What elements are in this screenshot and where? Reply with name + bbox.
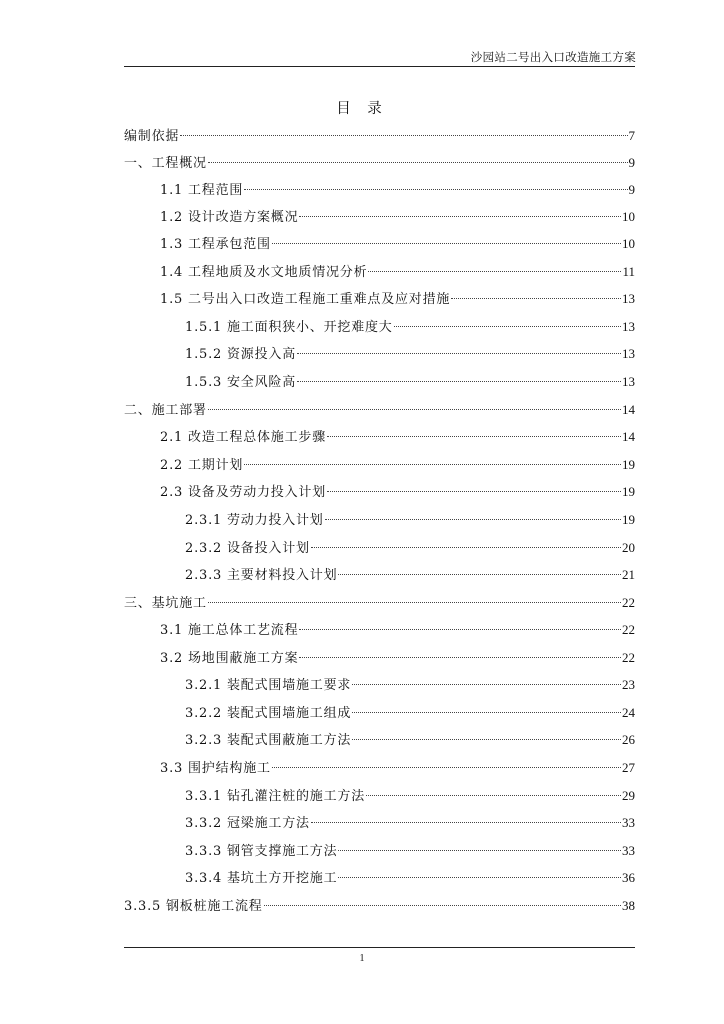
toc-entry[interactable] [160,758,635,778]
toc-entry-label: 1.1 工程范围 [160,183,244,198]
dot-leader [208,602,621,603]
dot-leader [208,162,628,163]
toc-entry-label: 3.3 围护结构施工 [160,761,271,776]
dot-leader [208,409,621,410]
toc-entry[interactable] [124,896,635,916]
toc-entry-page: 26 [622,732,635,747]
dot-leader [327,436,621,437]
footer-rule [124,947,635,948]
toc-entry-page: 19 [622,512,635,527]
toc-entry[interactable] [124,400,635,420]
dot-leader [327,491,621,492]
toc-entry-label: 3.1 施工总体工艺流程 [160,623,299,638]
toc-entry-page: 13 [622,319,635,334]
dot-leader [394,326,621,327]
toc-entry-page: 7 [628,128,635,143]
toc-entry-label: 1.2 设计改造方案概况 [160,210,299,225]
toc-entry-label: 2.3.1 劳动力投入计划 [185,513,324,528]
toc-entry-page: 14 [622,429,635,444]
toc-entry-page: 9 [628,155,635,170]
toc-entry[interactable] [185,868,635,888]
toc-entry-label: 3.3.2 冠梁施工方法 [185,816,310,831]
toc-entry-label: 二、施工部署 [124,403,207,418]
dot-leader [352,684,621,685]
toc-entry[interactable] [160,455,635,475]
toc-entry[interactable] [185,317,635,337]
toc-entry-page: 21 [622,567,635,582]
toc-entry-label: 3.3.5 钢板桩施工流程 [124,899,263,914]
page-number: 1 [359,953,365,964]
toc-entry-label: 2.2 工期计划 [160,458,244,473]
dot-leader [311,822,621,823]
dot-leader [299,657,621,658]
toc-entry-label: 3.2.2 装配式围墙施工组成 [185,706,352,721]
toc-entry-page: 27 [622,760,635,775]
toc-entry-page: 29 [622,788,635,803]
toc-entry[interactable] [160,262,635,282]
toc-entry-page: 14 [622,402,635,417]
toc-entry-page: 23 [622,677,635,692]
header-rule [124,66,635,67]
dot-leader [338,877,621,878]
toc-entry-page: 13 [622,374,635,389]
toc-entry-label: 3.3.3 钢管支撑施工方法 [185,844,338,859]
toc-entry[interactable] [185,344,635,364]
toc-entry[interactable] [160,482,635,502]
toc-entry-page: 22 [622,595,635,610]
toc-entry-page: 10 [622,209,635,224]
toc-entry-label: 2.3 设备及劳动力投入计划 [160,485,327,500]
dot-leader [297,353,621,354]
toc-entry-label: 编制依据 [124,129,180,144]
toc-entry[interactable] [185,565,635,585]
toc-entry[interactable] [185,813,635,833]
dot-leader [325,519,621,520]
toc-entry[interactable] [160,427,635,447]
toc-entry-label: 一、工程概况 [124,156,207,171]
toc-entry[interactable] [160,620,635,640]
toc-entry[interactable] [185,372,635,392]
toc-entry-label: 1.5.1 施工面积狭小、开挖难度大 [185,320,393,335]
dot-leader [297,381,621,382]
toc-entry-label: 2.1 改造工程总体施工步骤 [160,430,327,445]
toc-entry-page: 19 [622,457,635,472]
toc-entry-page: 10 [622,236,635,251]
toc-entry[interactable] [124,126,635,146]
toc-entry[interactable] [185,703,635,723]
toc-entry-page: 38 [622,898,635,913]
toc-entry-label: 3.3.1 钻孔灌注桩的施工方法 [185,789,366,804]
toc-entry-page: 33 [622,843,635,858]
running-header-title: 沙园站二号出入口改造施工方案 [470,50,636,64]
toc-entry[interactable] [160,289,635,309]
dot-leader [299,629,621,630]
dot-leader [272,243,621,244]
toc-entry-label: 1.5.3 安全风险高 [185,375,297,390]
toc-entry[interactable] [185,538,635,558]
toc-entry-label: 2.3.3 主要材料投入计划 [185,568,338,583]
dot-leader [180,135,627,136]
toc-entry-label: 1.5.2 资源投入高 [185,347,297,362]
toc-entry-label: 1.4 工程地质及水文地质情况分析 [160,265,368,280]
dot-leader [272,767,621,768]
toc-entry-label: 3.2.3 装配式围蔽施工方法 [185,733,352,748]
dot-leader [352,739,621,740]
dot-leader [352,712,621,713]
toc-entry[interactable] [185,841,635,861]
dot-leader [299,216,621,217]
toc-entry[interactable] [185,786,635,806]
dot-leader [311,547,621,548]
toc-entry[interactable] [160,234,635,254]
toc-entry-label: 3.3.4 基坑土方开挖施工 [185,871,338,886]
toc-title: 目 录 [336,101,388,117]
toc-entry-page: 20 [622,540,635,555]
toc-entry-label: 2.3.2 设备投入计划 [185,541,310,556]
toc-entry-label: 3.2 场地围蔽施工方案 [160,651,299,666]
toc-entry-label: 三、基坑施工 [124,596,207,611]
dot-leader [244,464,621,465]
toc-entry-page: 11 [622,264,635,279]
toc-entry-page: 22 [622,622,635,637]
dot-leader [244,189,627,190]
dot-leader [338,574,621,575]
dot-leader [264,905,621,906]
toc-entry-page: 33 [622,815,635,830]
dot-leader [368,271,621,272]
toc-entry[interactable] [160,648,635,668]
toc-entry-page: 36 [622,870,635,885]
dot-leader [366,795,621,796]
toc-entry[interactable] [160,207,635,227]
toc-entry-label: 1.3 工程承包范围 [160,237,271,252]
toc-entry[interactable] [185,730,635,750]
toc-entry-page: 13 [622,291,635,306]
toc-entry-page: 9 [628,182,635,197]
toc-entry-page: 24 [622,705,635,720]
toc-entry-page: 22 [622,650,635,665]
toc-entry[interactable] [124,153,635,173]
toc-entry[interactable] [124,593,635,613]
toc-entry-label: 1.5 二号出入口改造工程施工重难点及应对措施 [160,292,451,307]
dot-leader [451,298,621,299]
toc-entry[interactable] [185,675,635,695]
toc-entry-page: 19 [622,484,635,499]
toc-entry-page: 13 [622,346,635,361]
dot-leader [338,850,621,851]
toc-entry[interactable] [185,510,635,530]
toc-entry[interactable] [160,180,635,200]
toc-entry-label: 3.2.1 装配式围墙施工要求 [185,678,352,693]
